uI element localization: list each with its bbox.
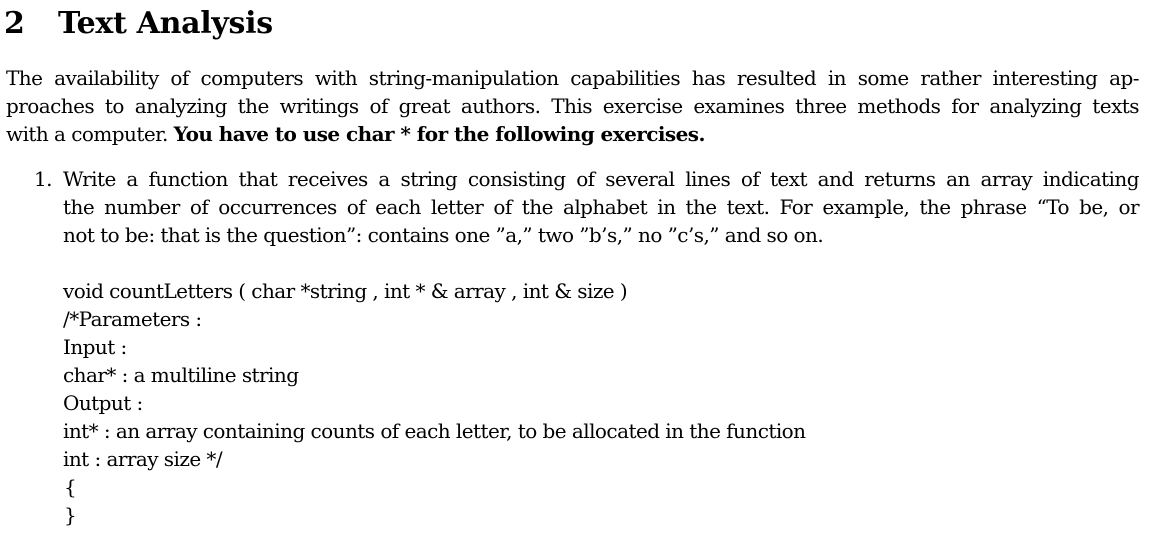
code-line: int : array size */	[63, 447, 223, 471]
intro-line: The availability of computers with string-manipulation capabilities has resulted in some rather interesting ap-	[6, 66, 1139, 90]
intro-line: proaches to analyzing the writings of great authors. This exercise examines three methods for analyzing texts	[6, 94, 1139, 118]
code-line: int* : an array containing counts of each letter, to be allocated in the function	[63, 419, 806, 443]
function-signature-block	[63, 277, 806, 529]
exercise-line: Write a function that receives a string consisting of several lines of text and returns an array indicating	[63, 167, 1139, 191]
code-line: {	[64, 475, 77, 499]
code-line: }	[64, 503, 77, 527]
exercise-line: the number of occurrences of each letter of the alphabet in the text. For example, the phrase “To be, or	[63, 195, 1139, 219]
code-line: /*Parameters :	[63, 307, 202, 331]
section-heading	[4, 2, 273, 46]
intro-line-text: with a computer.	[6, 122, 174, 146]
code-line: Output :	[63, 391, 143, 415]
code-line: Input :	[63, 335, 127, 359]
exercise-number: 1.	[34, 167, 52, 191]
exercise-description	[63, 165, 1139, 249]
requirement-note: You have to use char * for the following exercises.	[173, 122, 705, 146]
section-title: Text Analysis	[58, 6, 273, 41]
intro-paragraph	[6, 64, 1139, 148]
code-line: void countLetters ( char *string , int * & array , int & size )	[63, 279, 628, 303]
code-line: char* : a multiline string	[63, 363, 299, 387]
intro-line	[6, 120, 1139, 148]
exercise-line: not to be: that is the question”: contains one ”a,” two ”b’s,” no ”c’s,” and so on.	[63, 223, 824, 247]
section-number: 2	[4, 6, 25, 41]
